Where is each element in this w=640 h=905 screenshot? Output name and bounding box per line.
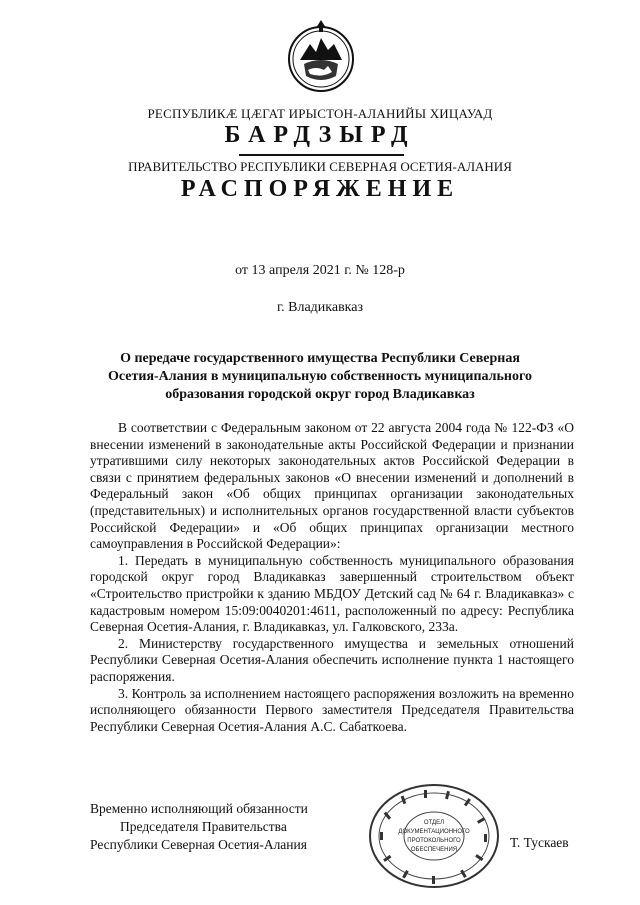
svg-text:ПРОТОКОЛЬНОГО: ПРОТОКОЛЬНОГО bbox=[407, 838, 461, 844]
official-stamp bbox=[366, 782, 502, 890]
document-city: г. Владикавказ bbox=[276, 300, 364, 315]
preamble-paragraph: В соответствии с Федеральным законом от 22 августа 2004 года № 122-ФЗ «О внесении изменений в законодательные акты Российской Федерации и признании утратившими силу некоторых законодательных актов Российской Федерации в связи с принятием федеральных законов «О внесении изменений и дополнений в Федеральный закон «Об общих принципах организации законодательных (представительных) и исполнительных органов государственной власти субъектов Российской Федерации» и «Об общих принципах организации местного самоуправления в Российской Федерации»: bbox=[90, 420, 574, 552]
document-body bbox=[90, 420, 574, 735]
document-date-number: от 13 апреля 2021 г. № 128-р bbox=[235, 263, 405, 278]
subject-line: О передаче государственного имущества Республики Северная bbox=[120, 351, 520, 366]
emblem-icon bbox=[286, 14, 356, 100]
coat-of-arms-emblem bbox=[286, 14, 356, 100]
russian-document-title: РАСПОРЯЖЕНИЕ bbox=[180, 176, 460, 202]
ossetian-document-title: БАРДЗЫРД bbox=[224, 122, 416, 148]
svg-text:ОТДЕЛ: ОТДЕЛ bbox=[423, 820, 445, 826]
signatory-title-line: Республики Северная Осетия-Алания bbox=[90, 837, 307, 852]
order-item-1: 1. Передать в муниципальную собственность муниципального образования городской округ город Владикавказ завершенный строительством объект «Строительство пристройки к зданию МБДОУ Детский сад № 64 г. Владикавказ» с кадастровым номером 15:09:0040201:4611, расположенный по адресу: Республика Северная Осетия-Алания, г. Владикавказ, ул. Галковского, 233а. bbox=[90, 552, 574, 635]
signatory-title bbox=[90, 800, 308, 854]
document-subject bbox=[0, 350, 640, 404]
subject-line: Осетия-Алания в муниципальную собственность муниципального bbox=[108, 369, 532, 384]
signatory-title-line: Временно исполняющий обязанности bbox=[90, 801, 308, 816]
svg-text:ОБЕСПЕЧЕНИЯ: ОБЕСПЕЧЕНИЯ bbox=[410, 847, 458, 853]
title-divider bbox=[239, 154, 404, 156]
subject-line: образования городской округ город Владикавказ bbox=[165, 387, 475, 402]
signatory-name: Т. Тускаев bbox=[510, 835, 569, 850]
svg-text:ДОКУМЕНТАЦИОННОГО: ДОКУМЕНТАЦИОННОГО bbox=[398, 829, 470, 835]
order-item-2: 2. Министерству государственного имущества и земельных отношений Республики Северная Осетия-Алания обеспечить исполнение пункта 1 настоящего распоряжения. bbox=[90, 635, 574, 684]
order-item-3: 3. Контроль за исполнением настоящего распоряжения возложить на временно исполняющего обязанности Первого заместителя Председателя Правительства Республики Северная Осетия-Алания А.С. Сабаткоева. bbox=[90, 685, 574, 734]
ossetian-government-line: РЕСПУБЛИКӔ ЦӔГАТ ИРЫСТОН-АЛАНИЙЫ ХИЦАУАД bbox=[147, 106, 493, 121]
signatory-title-line: Председателя Правительства bbox=[120, 819, 287, 834]
stamp-seal-icon bbox=[366, 782, 502, 890]
russian-government-line: ПРАВИТЕЛЬСТВО РЕСПУБЛИКИ СЕВЕРНАЯ ОСЕТИЯ-АЛАНИЯ bbox=[128, 159, 512, 174]
